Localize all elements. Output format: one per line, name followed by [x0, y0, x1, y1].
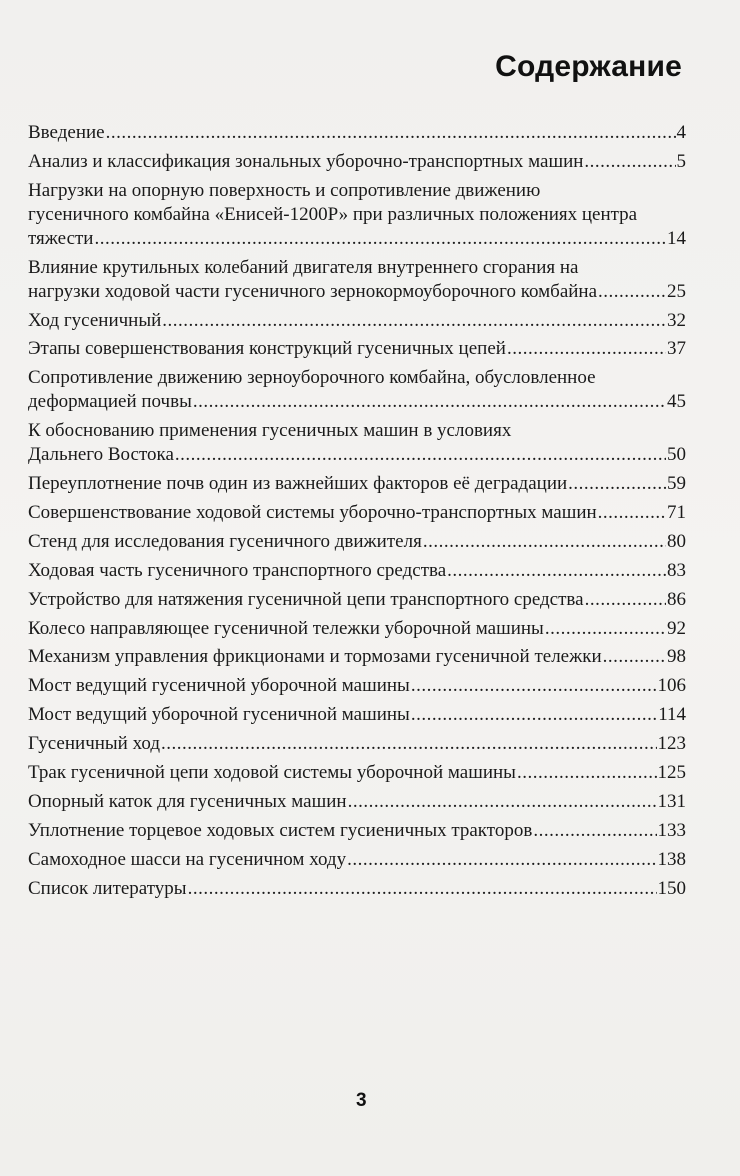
toc-leader-dots [517, 761, 657, 785]
toc-entry [28, 501, 686, 525]
toc-leader-dots [585, 588, 666, 612]
toc-entry-page: 150 [657, 877, 686, 899]
toc-entry-page: 83 [667, 559, 686, 581]
toc-leader-dots [106, 121, 676, 145]
toc-entry-page: 131 [657, 790, 686, 812]
toc-entry-title: Этапы совершенствования конструкций гусеничных цепей [28, 338, 506, 360]
toc-entry [28, 848, 686, 872]
toc-entry-text-line: К обоснованию применения гусеничных машин в условиях [28, 420, 512, 442]
table-of-contents [28, 121, 686, 905]
toc-entry [28, 588, 686, 612]
toc-leader-dots [598, 501, 666, 525]
toc-entry-text-line: гусеничного комбайна «Енисей-1200Р» при различных положениях центра [28, 203, 638, 225]
toc-entry [28, 309, 686, 333]
toc-leader-dots [94, 227, 666, 251]
toc-entry-page: 80 [667, 530, 686, 552]
toc-leader-dots [348, 790, 657, 814]
toc-entry-page: 37 [667, 338, 686, 360]
toc-entry-title: Самоходное шасси на гусеничном ходу [28, 848, 347, 870]
toc-entry-last-line [28, 559, 686, 583]
toc-entry-page: 106 [657, 675, 686, 697]
toc-entry-title: Мост ведущий уборочной гусеничной машины [28, 704, 410, 726]
toc-entry [28, 472, 686, 496]
toc-leader-dots [161, 732, 657, 756]
toc-entry-title: тяжести [28, 227, 94, 249]
toc-entry-title: Трак гусеничной цепи ходовой системы уборочной машины [28, 762, 516, 784]
toc-entry-page: 125 [657, 762, 686, 784]
toc-entry-page: 25 [667, 280, 686, 302]
toc-leader-dots [545, 617, 666, 641]
toc-entry-title: Стенд для исследования гусеничного движителя [28, 530, 422, 552]
toc-entry [28, 121, 686, 145]
toc-leader-dots [188, 877, 657, 901]
toc-entry [28, 617, 686, 641]
toc-entry-last-line [28, 645, 686, 669]
toc-entry-page: 71 [667, 502, 686, 524]
toc-entry-page: 123 [657, 733, 686, 755]
toc-leader-dots [423, 530, 666, 554]
toc-leader-dots [447, 559, 666, 583]
toc-entry [28, 530, 686, 554]
toc-entry-page: 4 [676, 122, 686, 143]
toc-entry-title: Дальнего Востока [28, 444, 174, 466]
toc-entry-title: Гусеничный ход [28, 733, 160, 755]
toc-leader-dots [507, 337, 666, 361]
toc-entry-title: Введение [28, 122, 105, 143]
toc-entry [28, 150, 686, 174]
toc-entry [28, 761, 686, 785]
toc-entry-title: Опорный каток для гусеничных машин [28, 790, 347, 812]
toc-entry [28, 732, 686, 756]
toc-entry-last-line [28, 309, 686, 333]
toc-leader-dots [533, 819, 656, 843]
toc-leader-dots [193, 390, 666, 414]
toc-entry-last-line [28, 588, 686, 612]
toc-entry-title: Совершенствование ходовой системы уборочно-транспортных машин [28, 502, 597, 524]
toc-entry-title: Механизм управления фрикционами и тормозами гусеничной тележки [28, 646, 602, 668]
toc-entry [28, 419, 686, 467]
toc-entry [28, 819, 686, 843]
toc-entry-title: нагрузки ходовой части гусеничного зернокормоуборочного комбайна [28, 280, 598, 302]
toc-leader-dots [175, 443, 666, 467]
toc-leader-dots [598, 280, 666, 304]
toc-leader-dots [603, 645, 666, 669]
toc-entry-last-line [28, 761, 686, 785]
toc-leader-dots [568, 472, 666, 496]
toc-entry-last-line [28, 227, 686, 251]
toc-entry-last-line [28, 472, 686, 496]
toc-entry-page: 45 [667, 391, 686, 413]
toc-entry [28, 703, 686, 727]
page-title: Содержание [495, 50, 682, 83]
toc-entry-last-line [28, 877, 686, 901]
toc-entry-title: Ходовая часть гусеничного транспортного средства [28, 559, 447, 581]
toc-entry-last-line [28, 337, 686, 361]
toc-entry-page: 98 [667, 646, 686, 668]
toc-entry-page: 138 [657, 848, 686, 870]
toc-entry-page: 92 [667, 617, 686, 639]
toc-entry-last-line [28, 530, 686, 554]
toc-leader-dots [411, 674, 657, 698]
toc-entry [28, 337, 686, 361]
toc-entry-last-line [28, 732, 686, 756]
toc-entry-last-line [28, 443, 686, 467]
toc-entry-text-line: Сопротивление движению зерноуборочного комбайна, обусловленное [28, 367, 596, 389]
toc-entry-page: 114 [658, 704, 686, 726]
toc-entry [28, 674, 686, 698]
toc-leader-dots [411, 703, 657, 727]
toc-entry-last-line [28, 150, 686, 174]
toc-entry-page: 59 [667, 473, 686, 495]
toc-entry-last-line [28, 790, 686, 814]
toc-entry [28, 366, 686, 414]
page-number: 3 [356, 1090, 367, 1111]
toc-entry [28, 179, 686, 251]
toc-entry-text-line: Нагрузки на опорную поверхность и сопротивление движению [28, 179, 541, 201]
toc-entry-title: Ход гусеничный [28, 309, 162, 331]
toc-entry-last-line [28, 674, 686, 698]
toc-leader-dots [584, 150, 675, 174]
toc-entry-last-line [28, 617, 686, 641]
toc-entry-page: 14 [667, 227, 686, 249]
toc-entry-page: 133 [657, 819, 686, 841]
toc-entry-title: Колесо направляющее гусеничной тележки уборочной машины [28, 617, 544, 639]
toc-entry-text-line: Влияние крутильных колебаний двигателя внутреннего сгорания на [28, 256, 579, 278]
toc-entry-page: 86 [667, 588, 686, 610]
toc-entry-page: 5 [676, 150, 686, 172]
toc-entry-last-line [28, 280, 686, 304]
toc-entry [28, 877, 686, 901]
toc-entry-page: 50 [667, 444, 686, 466]
toc-entry-last-line [28, 848, 686, 872]
toc-entry-title: Устройство для натяжения гусеничной цепи транспортного средства [28, 588, 584, 610]
toc-entry [28, 645, 686, 669]
toc-entry-last-line [28, 819, 686, 843]
toc-entry-title: Список литературы [28, 877, 187, 899]
toc-entry-title: деформацией почвы [28, 391, 192, 413]
toc-entry [28, 790, 686, 814]
toc-leader-dots [347, 848, 656, 872]
toc-entry-last-line [28, 501, 686, 525]
toc-entry-title: Анализ и классификация зональных уборочно-транспортных машин [28, 150, 584, 172]
toc-entry-last-line [28, 390, 686, 414]
toc-entry [28, 256, 686, 304]
toc-entry-title: Мост ведущий гусеничной уборочной машины [28, 675, 410, 697]
toc-entry-last-line [28, 121, 686, 145]
toc-entry-title: Уплотнение торцевое ходовых систем гусиеничных тракторов [28, 819, 533, 841]
toc-entry [28, 559, 686, 583]
toc-entry-last-line [28, 703, 686, 727]
toc-leader-dots [162, 309, 666, 333]
toc-entry-page: 32 [667, 309, 686, 331]
toc-entry-title: Переуплотнение почв один из важнейших факторов её деградации [28, 473, 568, 495]
